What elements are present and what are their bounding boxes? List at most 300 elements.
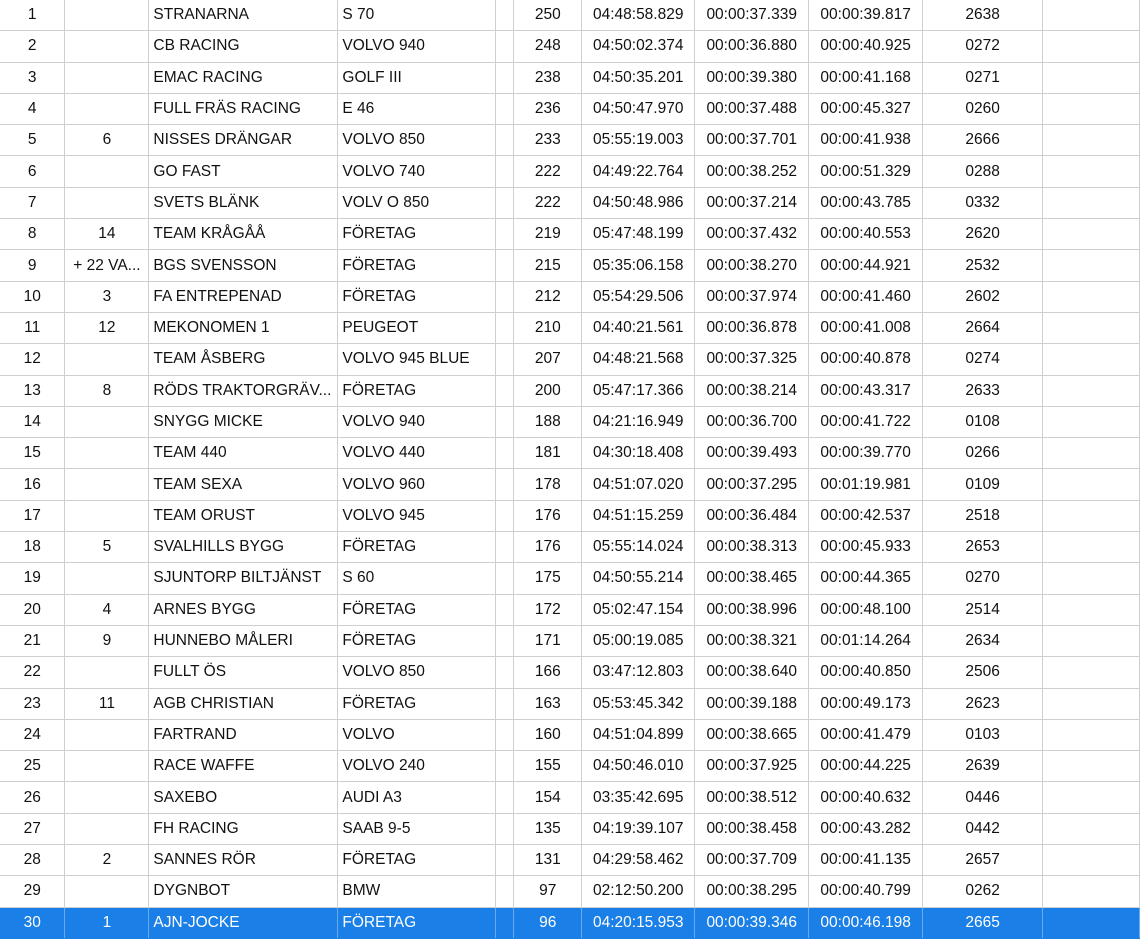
cell-class-position[interactable]: 3 — [65, 281, 149, 312]
cell-total-time[interactable]: 04:48:21.568 — [582, 344, 695, 375]
cell-position[interactable]: 23 — [0, 688, 65, 719]
cell-laps[interactable]: 135 — [514, 813, 582, 844]
cell-team-name[interactable]: TEAM 440 — [149, 438, 338, 469]
cell-position[interactable]: 26 — [0, 782, 65, 813]
cell-car-model[interactable]: VOLVO 960 — [338, 469, 496, 500]
cell-position[interactable]: 30 — [0, 907, 65, 938]
cell-class-position[interactable] — [65, 751, 149, 782]
cell-class-position[interactable] — [65, 719, 149, 750]
cell-car-model[interactable]: VOLVO 940 — [338, 406, 496, 437]
cell-transponder-id[interactable]: 0260 — [923, 93, 1043, 124]
cell-laps[interactable]: 236 — [514, 93, 582, 124]
cell-empty[interactable] — [1043, 187, 1140, 218]
cell-laps[interactable]: 200 — [514, 375, 582, 406]
cell-team-name[interactable]: RACE WAFFE — [149, 751, 338, 782]
cell-position[interactable]: 14 — [0, 406, 65, 437]
cell-car-model[interactable]: S 70 — [338, 0, 496, 31]
table-row[interactable] — [0, 406, 1140, 437]
cell-spacer[interactable] — [496, 688, 514, 719]
cell-transponder-id[interactable]: 0288 — [923, 156, 1043, 187]
cell-position[interactable]: 20 — [0, 594, 65, 625]
cell-laps[interactable]: 131 — [514, 845, 582, 876]
cell-team-name[interactable]: SAXEBO — [149, 782, 338, 813]
cell-spacer[interactable] — [496, 62, 514, 93]
cell-total-time[interactable]: 03:47:12.803 — [582, 657, 695, 688]
cell-spacer[interactable] — [496, 312, 514, 343]
cell-position[interactable]: 28 — [0, 845, 65, 876]
cell-position[interactable]: 25 — [0, 751, 65, 782]
cell-total-time[interactable]: 05:02:47.154 — [582, 594, 695, 625]
cell-laps[interactable]: 163 — [514, 688, 582, 719]
cell-best-lap[interactable]: 00:00:38.252 — [695, 156, 809, 187]
table-row[interactable] — [0, 469, 1140, 500]
cell-position[interactable]: 27 — [0, 813, 65, 844]
table-row[interactable] — [0, 281, 1140, 312]
cell-position[interactable]: 18 — [0, 532, 65, 563]
cell-class-position[interactable] — [65, 93, 149, 124]
cell-spacer[interactable] — [496, 532, 514, 563]
cell-class-position[interactable] — [65, 438, 149, 469]
cell-position[interactable]: 9 — [0, 250, 65, 281]
cell-average-lap[interactable]: 00:00:44.365 — [809, 563, 923, 594]
cell-total-time[interactable]: 05:00:19.085 — [582, 625, 695, 656]
cell-spacer[interactable] — [496, 156, 514, 187]
cell-class-position[interactable]: 2 — [65, 845, 149, 876]
cell-position[interactable]: 24 — [0, 719, 65, 750]
cell-average-lap[interactable]: 00:00:42.537 — [809, 500, 923, 531]
cell-laps[interactable]: 176 — [514, 500, 582, 531]
cell-best-lap[interactable]: 00:00:38.295 — [695, 876, 809, 907]
cell-laps[interactable]: 222 — [514, 156, 582, 187]
cell-transponder-id[interactable]: 0270 — [923, 563, 1043, 594]
cell-empty[interactable] — [1043, 344, 1140, 375]
cell-car-model[interactable]: FÖRETAG — [338, 845, 496, 876]
cell-laps[interactable]: 219 — [514, 219, 582, 250]
cell-spacer[interactable] — [496, 876, 514, 907]
table-row[interactable] — [0, 719, 1140, 750]
cell-class-position[interactable]: 5 — [65, 532, 149, 563]
cell-team-name[interactable]: SVALHILLS BYGG — [149, 532, 338, 563]
cell-best-lap[interactable]: 00:00:38.512 — [695, 782, 809, 813]
cell-position[interactable]: 19 — [0, 563, 65, 594]
cell-empty[interactable] — [1043, 876, 1140, 907]
cell-average-lap[interactable]: 00:00:41.938 — [809, 125, 923, 156]
cell-total-time[interactable]: 03:35:42.695 — [582, 782, 695, 813]
cell-transponder-id[interactable]: 0274 — [923, 344, 1043, 375]
cell-spacer[interactable] — [496, 31, 514, 62]
cell-team-name[interactable]: RÖDS TRAKTORGRÄV... — [149, 375, 338, 406]
cell-class-position[interactable] — [65, 563, 149, 594]
table-row[interactable] — [0, 156, 1140, 187]
cell-empty[interactable] — [1043, 125, 1140, 156]
cell-empty[interactable] — [1043, 813, 1140, 844]
cell-average-lap[interactable]: 00:00:40.799 — [809, 876, 923, 907]
cell-laps[interactable]: 210 — [514, 312, 582, 343]
cell-best-lap[interactable]: 00:00:37.325 — [695, 344, 809, 375]
table-row[interactable] — [0, 688, 1140, 719]
cell-car-model[interactable]: FÖRETAG — [338, 219, 496, 250]
cell-team-name[interactable]: FA ENTREPENAD — [149, 281, 338, 312]
cell-transponder-id[interactable]: 0103 — [923, 719, 1043, 750]
cell-position[interactable]: 17 — [0, 500, 65, 531]
cell-position[interactable]: 6 — [0, 156, 65, 187]
cell-best-lap[interactable]: 00:00:38.996 — [695, 594, 809, 625]
cell-laps[interactable]: 175 — [514, 563, 582, 594]
cell-best-lap[interactable]: 00:00:36.700 — [695, 406, 809, 437]
cell-car-model[interactable]: FÖRETAG — [338, 625, 496, 656]
cell-total-time[interactable]: 04:19:39.107 — [582, 813, 695, 844]
cell-car-model[interactable]: VOLVO 850 — [338, 657, 496, 688]
cell-total-time[interactable]: 05:53:45.342 — [582, 688, 695, 719]
cell-class-position[interactable] — [65, 156, 149, 187]
cell-car-model[interactable]: S 60 — [338, 563, 496, 594]
cell-team-name[interactable]: FULL FRÄS RACING — [149, 93, 338, 124]
cell-position[interactable]: 3 — [0, 62, 65, 93]
cell-spacer[interactable] — [496, 563, 514, 594]
cell-empty[interactable] — [1043, 657, 1140, 688]
cell-spacer[interactable] — [496, 625, 514, 656]
cell-empty[interactable] — [1043, 93, 1140, 124]
cell-class-position[interactable] — [65, 31, 149, 62]
cell-spacer[interactable] — [496, 500, 514, 531]
table-row[interactable] — [0, 845, 1140, 876]
cell-car-model[interactable]: VOLVO 740 — [338, 156, 496, 187]
cell-empty[interactable] — [1043, 719, 1140, 750]
cell-average-lap[interactable]: 00:00:44.225 — [809, 751, 923, 782]
cell-best-lap[interactable]: 00:00:38.321 — [695, 625, 809, 656]
cell-spacer[interactable] — [496, 719, 514, 750]
cell-best-lap[interactable]: 00:00:36.484 — [695, 500, 809, 531]
cell-class-position[interactable] — [65, 187, 149, 218]
cell-spacer[interactable] — [496, 187, 514, 218]
cell-position[interactable]: 12 — [0, 344, 65, 375]
cell-empty[interactable] — [1043, 625, 1140, 656]
cell-empty[interactable] — [1043, 62, 1140, 93]
cell-empty[interactable] — [1043, 594, 1140, 625]
cell-position[interactable]: 10 — [0, 281, 65, 312]
cell-best-lap[interactable]: 00:00:38.640 — [695, 657, 809, 688]
cell-average-lap[interactable]: 00:00:40.925 — [809, 31, 923, 62]
cell-total-time[interactable]: 05:55:14.024 — [582, 532, 695, 563]
cell-average-lap[interactable]: 00:01:14.264 — [809, 625, 923, 656]
cell-car-model[interactable]: FÖRETAG — [338, 594, 496, 625]
cell-average-lap[interactable]: 00:00:45.327 — [809, 93, 923, 124]
cell-average-lap[interactable]: 00:00:41.460 — [809, 281, 923, 312]
cell-class-position[interactable] — [65, 0, 149, 31]
cell-class-position[interactable]: 11 — [65, 688, 149, 719]
cell-total-time[interactable]: 05:47:48.199 — [582, 219, 695, 250]
cell-team-name[interactable]: TEAM KRÅGÅÅ — [149, 219, 338, 250]
cell-empty[interactable] — [1043, 250, 1140, 281]
cell-total-time[interactable]: 02:12:50.200 — [582, 876, 695, 907]
cell-class-position[interactable]: + 22 VA... — [65, 250, 149, 281]
table-row[interactable] — [0, 500, 1140, 531]
cell-team-name[interactable]: HUNNEBO MÅLERI — [149, 625, 338, 656]
cell-total-time[interactable]: 04:40:21.561 — [582, 312, 695, 343]
cell-spacer[interactable] — [496, 751, 514, 782]
table-row[interactable] — [0, 375, 1140, 406]
cell-spacer[interactable] — [496, 281, 514, 312]
cell-spacer[interactable] — [496, 845, 514, 876]
cell-transponder-id[interactable]: 0108 — [923, 406, 1043, 437]
cell-average-lap[interactable]: 00:00:40.878 — [809, 344, 923, 375]
table-row[interactable] — [0, 93, 1140, 124]
cell-average-lap[interactable]: 00:00:44.921 — [809, 250, 923, 281]
cell-position[interactable]: 15 — [0, 438, 65, 469]
cell-class-position[interactable]: 4 — [65, 594, 149, 625]
cell-best-lap[interactable]: 00:00:37.432 — [695, 219, 809, 250]
cell-transponder-id[interactable]: 2506 — [923, 657, 1043, 688]
table-row[interactable] — [0, 563, 1140, 594]
cell-position[interactable]: 2 — [0, 31, 65, 62]
cell-total-time[interactable]: 04:50:55.214 — [582, 563, 695, 594]
cell-car-model[interactable]: VOLVO 440 — [338, 438, 496, 469]
cell-laps[interactable]: 215 — [514, 250, 582, 281]
cell-team-name[interactable]: EMAC RACING — [149, 62, 338, 93]
table-row[interactable] — [0, 312, 1140, 343]
cell-team-name[interactable]: GO FAST — [149, 156, 338, 187]
cell-average-lap[interactable]: 00:00:46.198 — [809, 907, 923, 938]
cell-team-name[interactable]: TEAM ORUST — [149, 500, 338, 531]
table-row[interactable] — [0, 813, 1140, 844]
cell-laps[interactable]: 233 — [514, 125, 582, 156]
cell-total-time[interactable]: 05:35:06.158 — [582, 250, 695, 281]
cell-transponder-id[interactable]: 2518 — [923, 500, 1043, 531]
cell-class-position[interactable]: 9 — [65, 625, 149, 656]
cell-empty[interactable] — [1043, 500, 1140, 531]
cell-spacer[interactable] — [496, 469, 514, 500]
cell-total-time[interactable]: 04:50:47.970 — [582, 93, 695, 124]
cell-transponder-id[interactable]: 2664 — [923, 312, 1043, 343]
cell-empty[interactable] — [1043, 0, 1140, 31]
cell-transponder-id[interactable]: 0271 — [923, 62, 1043, 93]
cell-empty[interactable] — [1043, 281, 1140, 312]
cell-average-lap[interactable]: 00:00:41.479 — [809, 719, 923, 750]
cell-empty[interactable] — [1043, 375, 1140, 406]
cell-car-model[interactable]: FÖRETAG — [338, 375, 496, 406]
cell-average-lap[interactable]: 00:01:19.981 — [809, 469, 923, 500]
cell-car-model[interactable]: VOLVO 945 BLUE — [338, 344, 496, 375]
cell-team-name[interactable]: FARTRAND — [149, 719, 338, 750]
cell-spacer[interactable] — [496, 250, 514, 281]
cell-transponder-id[interactable]: 2639 — [923, 751, 1043, 782]
cell-car-model[interactable]: FÖRETAG — [338, 688, 496, 719]
cell-car-model[interactable]: FÖRETAG — [338, 907, 496, 938]
table-row[interactable] — [0, 532, 1140, 563]
table-row[interactable] — [0, 344, 1140, 375]
cell-spacer[interactable] — [496, 0, 514, 31]
cell-class-position[interactable] — [65, 469, 149, 500]
cell-team-name[interactable]: TEAM SEXA — [149, 469, 338, 500]
cell-class-position[interactable] — [65, 876, 149, 907]
cell-car-model[interactable]: FÖRETAG — [338, 281, 496, 312]
cell-class-position[interactable] — [65, 406, 149, 437]
cell-team-name[interactable]: SNYGG MICKE — [149, 406, 338, 437]
cell-transponder-id[interactable]: 0272 — [923, 31, 1043, 62]
cell-average-lap[interactable]: 00:00:41.008 — [809, 312, 923, 343]
cell-transponder-id[interactable]: 0109 — [923, 469, 1043, 500]
cell-total-time[interactable]: 04:50:35.201 — [582, 62, 695, 93]
cell-empty[interactable] — [1043, 31, 1140, 62]
cell-position[interactable]: 8 — [0, 219, 65, 250]
cell-class-position[interactable] — [65, 62, 149, 93]
cell-best-lap[interactable]: 00:00:37.488 — [695, 93, 809, 124]
table-row[interactable] — [0, 907, 1140, 938]
cell-position[interactable]: 29 — [0, 876, 65, 907]
cell-car-model[interactable]: E 46 — [338, 93, 496, 124]
cell-car-model[interactable]: VOLVO 850 — [338, 125, 496, 156]
cell-average-lap[interactable]: 00:00:43.282 — [809, 813, 923, 844]
cell-transponder-id[interactable]: 0442 — [923, 813, 1043, 844]
cell-best-lap[interactable]: 00:00:36.880 — [695, 31, 809, 62]
cell-position[interactable]: 16 — [0, 469, 65, 500]
cell-best-lap[interactable]: 00:00:37.339 — [695, 0, 809, 31]
table-row[interactable] — [0, 782, 1140, 813]
cell-car-model[interactable]: FÖRETAG — [338, 532, 496, 563]
cell-class-position[interactable] — [65, 657, 149, 688]
cell-position[interactable]: 21 — [0, 625, 65, 656]
cell-empty[interactable] — [1043, 563, 1140, 594]
cell-team-name[interactable]: DYGNBOT — [149, 876, 338, 907]
cell-transponder-id[interactable]: 2634 — [923, 625, 1043, 656]
cell-transponder-id[interactable]: 2665 — [923, 907, 1043, 938]
cell-laps[interactable]: 160 — [514, 719, 582, 750]
cell-total-time[interactable]: 04:50:48.986 — [582, 187, 695, 218]
table-row[interactable] — [0, 187, 1140, 218]
table-row[interactable] — [0, 751, 1140, 782]
cell-total-time[interactable]: 04:51:04.899 — [582, 719, 695, 750]
table-row[interactable] — [0, 657, 1140, 688]
cell-empty[interactable] — [1043, 156, 1140, 187]
cell-best-lap[interactable]: 00:00:38.313 — [695, 532, 809, 563]
cell-laps[interactable]: 212 — [514, 281, 582, 312]
cell-empty[interactable] — [1043, 845, 1140, 876]
cell-average-lap[interactable]: 00:00:41.168 — [809, 62, 923, 93]
cell-class-position[interactable]: 14 — [65, 219, 149, 250]
cell-total-time[interactable]: 04:49:22.764 — [582, 156, 695, 187]
cell-empty[interactable] — [1043, 532, 1140, 563]
cell-spacer[interactable] — [496, 219, 514, 250]
cell-transponder-id[interactable]: 0446 — [923, 782, 1043, 813]
cell-total-time[interactable]: 04:50:02.374 — [582, 31, 695, 62]
cell-total-time[interactable]: 04:21:16.949 — [582, 406, 695, 437]
cell-empty[interactable] — [1043, 406, 1140, 437]
cell-best-lap[interactable]: 00:00:37.214 — [695, 187, 809, 218]
cell-spacer[interactable] — [496, 406, 514, 437]
cell-spacer[interactable] — [496, 438, 514, 469]
cell-laps[interactable]: 238 — [514, 62, 582, 93]
cell-car-model[interactable]: VOLVO 945 — [338, 500, 496, 531]
cell-best-lap[interactable]: 00:00:37.701 — [695, 125, 809, 156]
cell-best-lap[interactable]: 00:00:38.465 — [695, 563, 809, 594]
table-row[interactable] — [0, 125, 1140, 156]
cell-average-lap[interactable]: 00:00:41.135 — [809, 845, 923, 876]
cell-best-lap[interactable]: 00:00:39.493 — [695, 438, 809, 469]
cell-laps[interactable]: 222 — [514, 187, 582, 218]
cell-class-position[interactable] — [65, 782, 149, 813]
cell-laps[interactable]: 171 — [514, 625, 582, 656]
cell-class-position[interactable] — [65, 344, 149, 375]
cell-laps[interactable]: 176 — [514, 532, 582, 563]
cell-best-lap[interactable]: 00:00:37.709 — [695, 845, 809, 876]
cell-empty[interactable] — [1043, 688, 1140, 719]
cell-total-time[interactable]: 05:47:17.366 — [582, 375, 695, 406]
cell-team-name[interactable]: BGS SVENSSON — [149, 250, 338, 281]
cell-average-lap[interactable]: 00:00:45.933 — [809, 532, 923, 563]
cell-team-name[interactable]: FULLT ÖS — [149, 657, 338, 688]
cell-laps[interactable]: 188 — [514, 406, 582, 437]
cell-position[interactable]: 13 — [0, 375, 65, 406]
cell-spacer[interactable] — [496, 594, 514, 625]
table-row[interactable] — [0, 250, 1140, 281]
table-row[interactable] — [0, 594, 1140, 625]
cell-position[interactable]: 22 — [0, 657, 65, 688]
cell-average-lap[interactable]: 00:00:41.722 — [809, 406, 923, 437]
cell-transponder-id[interactable]: 2620 — [923, 219, 1043, 250]
table-row[interactable] — [0, 31, 1140, 62]
cell-average-lap[interactable]: 00:00:49.173 — [809, 688, 923, 719]
cell-position[interactable]: 7 — [0, 187, 65, 218]
cell-car-model[interactable]: PEUGEOT — [338, 312, 496, 343]
cell-team-name[interactable]: SVETS BLÄNK — [149, 187, 338, 218]
cell-transponder-id[interactable]: 0266 — [923, 438, 1043, 469]
cell-team-name[interactable]: FH RACING — [149, 813, 338, 844]
cell-spacer[interactable] — [496, 657, 514, 688]
table-row[interactable] — [0, 876, 1140, 907]
cell-team-name[interactable]: STRANARNA — [149, 0, 338, 31]
cell-best-lap[interactable]: 00:00:37.974 — [695, 281, 809, 312]
cell-position[interactable]: 1 — [0, 0, 65, 31]
cell-spacer[interactable] — [496, 782, 514, 813]
cell-transponder-id[interactable]: 2532 — [923, 250, 1043, 281]
cell-spacer[interactable] — [496, 344, 514, 375]
cell-average-lap[interactable]: 00:00:39.817 — [809, 0, 923, 31]
cell-transponder-id[interactable]: 2602 — [923, 281, 1043, 312]
cell-laps[interactable]: 207 — [514, 344, 582, 375]
cell-average-lap[interactable]: 00:00:40.553 — [809, 219, 923, 250]
cell-spacer[interactable] — [496, 907, 514, 938]
cell-position[interactable]: 5 — [0, 125, 65, 156]
cell-car-model[interactable]: VOLVO 940 — [338, 31, 496, 62]
table-row[interactable] — [0, 219, 1140, 250]
table-row[interactable] — [0, 62, 1140, 93]
cell-average-lap[interactable]: 00:00:39.770 — [809, 438, 923, 469]
cell-position[interactable]: 4 — [0, 93, 65, 124]
table-row[interactable] — [0, 625, 1140, 656]
cell-transponder-id[interactable]: 0332 — [923, 187, 1043, 218]
cell-total-time[interactable]: 05:55:19.003 — [582, 125, 695, 156]
cell-class-position[interactable] — [65, 500, 149, 531]
cell-laps[interactable]: 178 — [514, 469, 582, 500]
cell-total-time[interactable]: 04:30:18.408 — [582, 438, 695, 469]
cell-car-model[interactable]: BMW — [338, 876, 496, 907]
cell-team-name[interactable]: AGB CHRISTIAN — [149, 688, 338, 719]
cell-spacer[interactable] — [496, 125, 514, 156]
cell-car-model[interactable]: VOLVO — [338, 719, 496, 750]
cell-team-name[interactable]: MEKONOMEN 1 — [149, 312, 338, 343]
cell-class-position[interactable]: 8 — [65, 375, 149, 406]
cell-class-position[interactable] — [65, 813, 149, 844]
cell-empty[interactable] — [1043, 438, 1140, 469]
cell-best-lap[interactable]: 00:00:36.878 — [695, 312, 809, 343]
cell-team-name[interactable]: AJN-JOCKE — [149, 907, 338, 938]
table-row[interactable] — [0, 438, 1140, 469]
cell-car-model[interactable]: GOLF III — [338, 62, 496, 93]
cell-total-time[interactable]: 04:51:15.259 — [582, 500, 695, 531]
cell-team-name[interactable]: ARNES BYGG — [149, 594, 338, 625]
cell-laps[interactable]: 155 — [514, 751, 582, 782]
cell-average-lap[interactable]: 00:00:43.785 — [809, 187, 923, 218]
